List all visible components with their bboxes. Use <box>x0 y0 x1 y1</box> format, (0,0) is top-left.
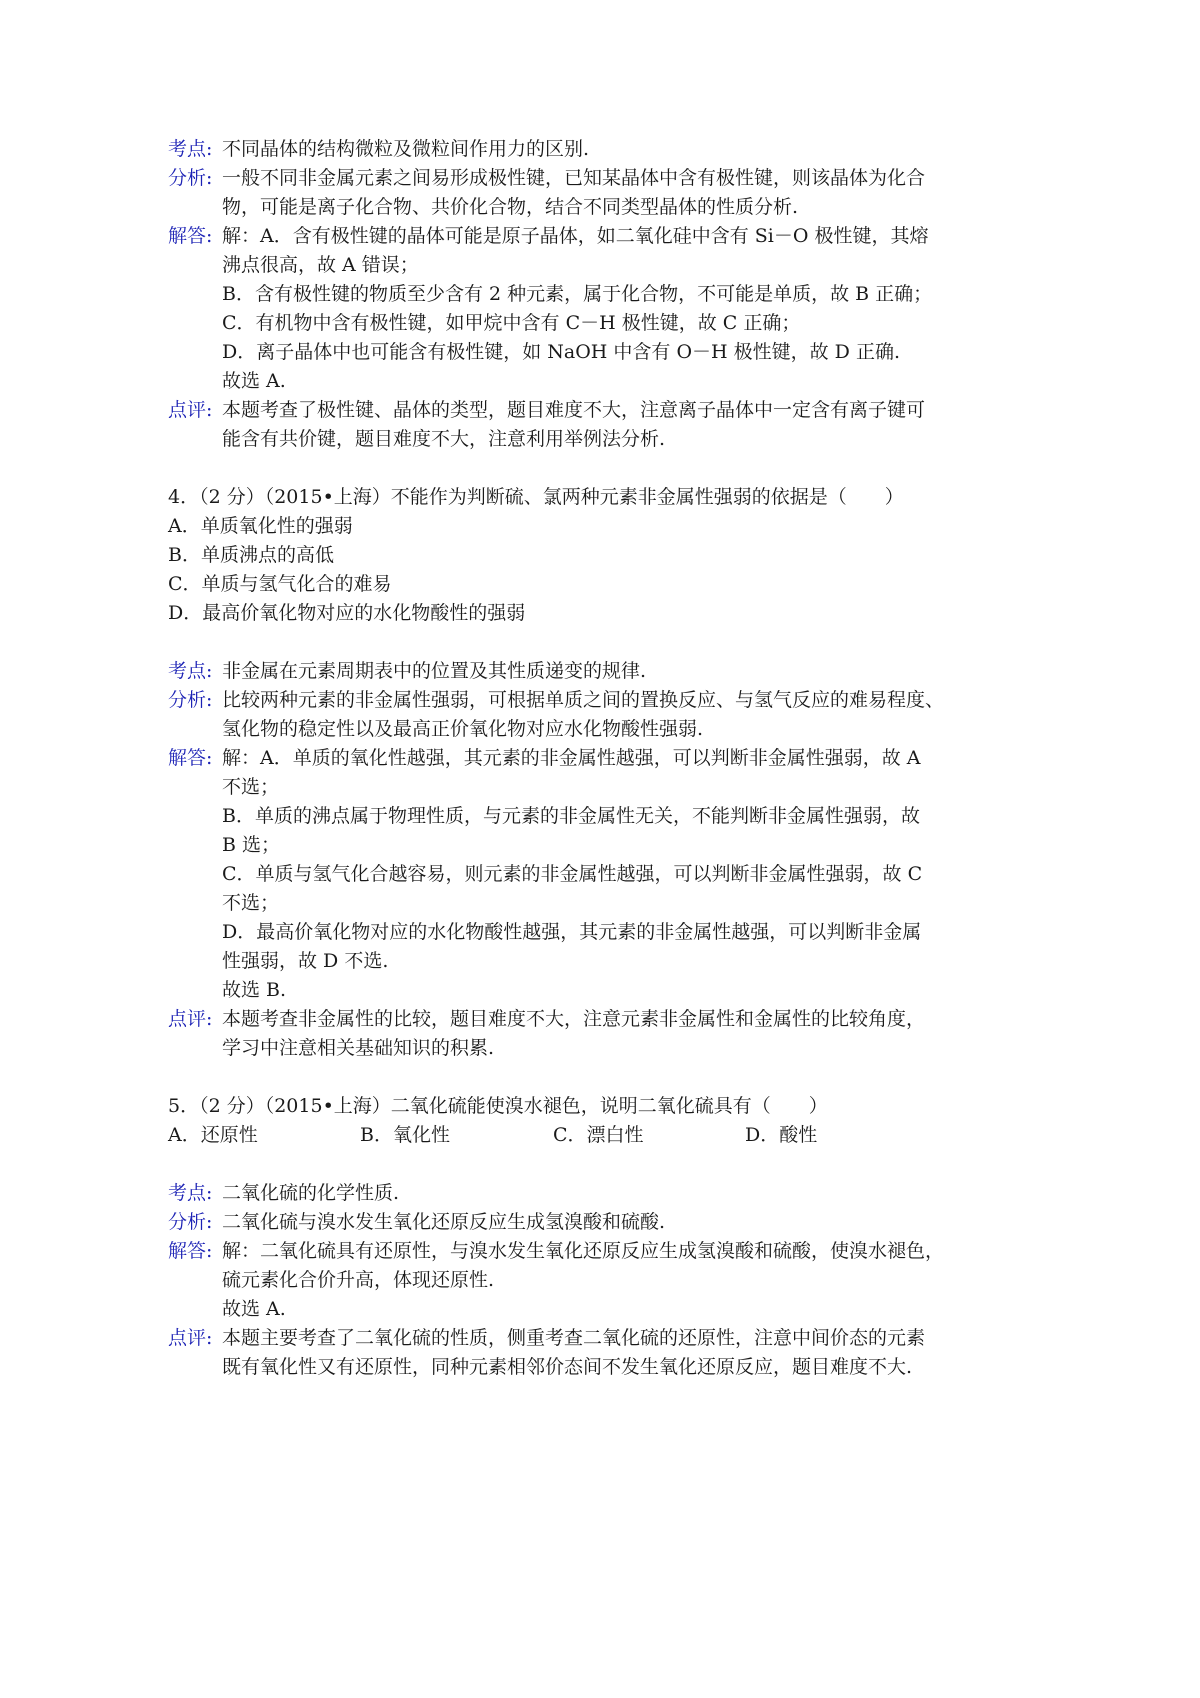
jieda-line: 硫元素化合价升高，体现还原性. <box>222 1269 495 1291</box>
option-b: B．单质沸点的高低 <box>168 544 334 566</box>
kaodian-label: 考点: <box>168 138 213 160</box>
option-c: C．单质与氢气化合的难易 <box>168 573 392 595</box>
fenxi-line: 比较两种元素的非金属性强弱，可根据单质之间的置换反应、与氢气反应的难易程度、 <box>222 689 945 711</box>
option-d: D．最高价氧化物对应的水化物酸性的强弱 <box>168 602 526 624</box>
jieda-line: D．离子晶体中也可能含有极性键，如 NaOH 中含有 O－H 极性键，故 D 正确. <box>222 341 900 363</box>
jieda-label: 解答: <box>168 1240 213 1262</box>
jieda-line: B 选； <box>222 834 281 856</box>
fenxi-line: 二氧化硫与溴水发生氧化还原反应生成氢溴酸和硫酸. <box>222 1211 666 1233</box>
jieda-line: 解：A．含有极性键的晶体可能是原子晶体，如二氧化硅中含有 Si－O 极性键，其熔 <box>222 225 929 247</box>
option-c: C．漂白性 <box>553 1124 644 1146</box>
jieda-line: 故选 A. <box>222 370 286 392</box>
dianping-line: 本题主要考查了二氧化硫的性质，侧重考查二氧化硫的还原性，注意中间价态的元素 <box>222 1327 926 1349</box>
kaodian-label: 考点: <box>168 1182 213 1204</box>
dianping-label: 点评: <box>168 1008 213 1030</box>
jieda-line: C．单质与氢气化合越容易，则元素的非金属性越强，可以判断非金属性强弱，故 C <box>222 863 923 885</box>
jieda-line: B．单质的沸点属于物理性质，与元素的非金属性无关，不能判断非金属性强弱，故 <box>222 805 920 827</box>
option-a: A．单质氧化性的强弱 <box>168 515 353 537</box>
dianping-line: 既有氧化性又有还原性，同种元素相邻价态间不发生氧化还原反应，题目难度不大. <box>222 1356 913 1378</box>
fenxi-line: 一般不同非金属元素之间易形成极性键，已知某晶体中含有极性键，则该晶体为化合 <box>222 167 926 189</box>
jieda-line: 性强弱，故 D 不选. <box>222 950 389 972</box>
dianping-line: 本题考查非金属性的比较，题目难度不大，注意元素非金属性和金属性的比较角度， <box>222 1008 926 1030</box>
fenxi-label: 分析: <box>168 1211 213 1233</box>
jieda-label: 解答: <box>168 747 213 769</box>
fenxi-label: 分析: <box>168 167 213 189</box>
dianping-label: 点评: <box>168 399 213 421</box>
jieda-line: C．有机物中含有极性键，如甲烷中含有 C－H 极性键，故 C 正确； <box>222 312 801 334</box>
kaodian-text: 二氧化硫的化学性质. <box>222 1182 400 1204</box>
jieda-line: 解：A．单质的氧化性越强，其元素的非金属性越强，可以判断非金属性强弱，故 A <box>222 747 921 769</box>
kaodian-text: 非金属在元素周期表中的位置及其性质递变的规律. <box>222 660 647 682</box>
kaodian-label: 考点: <box>168 660 213 682</box>
kaodian-text: 不同晶体的结构微粒及微粒间作用力的区别. <box>222 138 590 160</box>
option-b: B．氧化性 <box>360 1124 450 1146</box>
dianping-line: 能含有共价键，题目难度不大，注意利用举例法分析. <box>222 428 666 450</box>
jieda-line: 故选 B. <box>222 979 287 1001</box>
jieda-line: 不选； <box>222 776 280 798</box>
fenxi-label: 分析: <box>168 689 213 711</box>
jieda-line: 不选； <box>222 892 280 914</box>
jieda-line: 故选 A. <box>222 1298 286 1320</box>
option-a: A．还原性 <box>168 1124 258 1146</box>
question-stem: 4．（2 分）（2015•上海）不能作为判断硫、氯两种元素非金属性强弱的依据是（ ） <box>168 486 904 508</box>
fenxi-line: 氢化物的稳定性以及最高正价氧化物对应水化物酸性强弱. <box>222 718 704 740</box>
jieda-line: D．最高价氧化物对应的水化物酸性越强，其元素的非金属性越强，可以判断非金属 <box>222 921 922 943</box>
jieda-line: 沸点很高，故 A 错误； <box>222 254 419 276</box>
option-d: D．酸性 <box>745 1124 818 1146</box>
jieda-label: 解答: <box>168 225 213 247</box>
fenxi-line: 物，可能是离子化合物、共价化合物，结合不同类型晶体的性质分析. <box>222 196 799 218</box>
dianping-line: 本题考查了极性键、晶体的类型，题目难度不大，注意离子晶体中一定含有离子键可 <box>222 399 926 421</box>
jieda-line: 解：二氧化硫具有还原性，与溴水发生氧化还原反应生成氢溴酸和硫酸，使溴水褪色， <box>222 1240 945 1262</box>
dianping-label: 点评: <box>168 1327 213 1349</box>
jieda-line: B．含有极性键的物质至少含有 2 种元素，属于化合物，不可能是单质，故 B 正确； <box>222 283 933 305</box>
dianping-line: 学习中注意相关基础知识的积累. <box>222 1037 495 1059</box>
question-stem: 5．（2 分）（2015•上海）二氧化硫能使溴水褪色，说明二氧化硫具有（ ） <box>168 1095 828 1117</box>
